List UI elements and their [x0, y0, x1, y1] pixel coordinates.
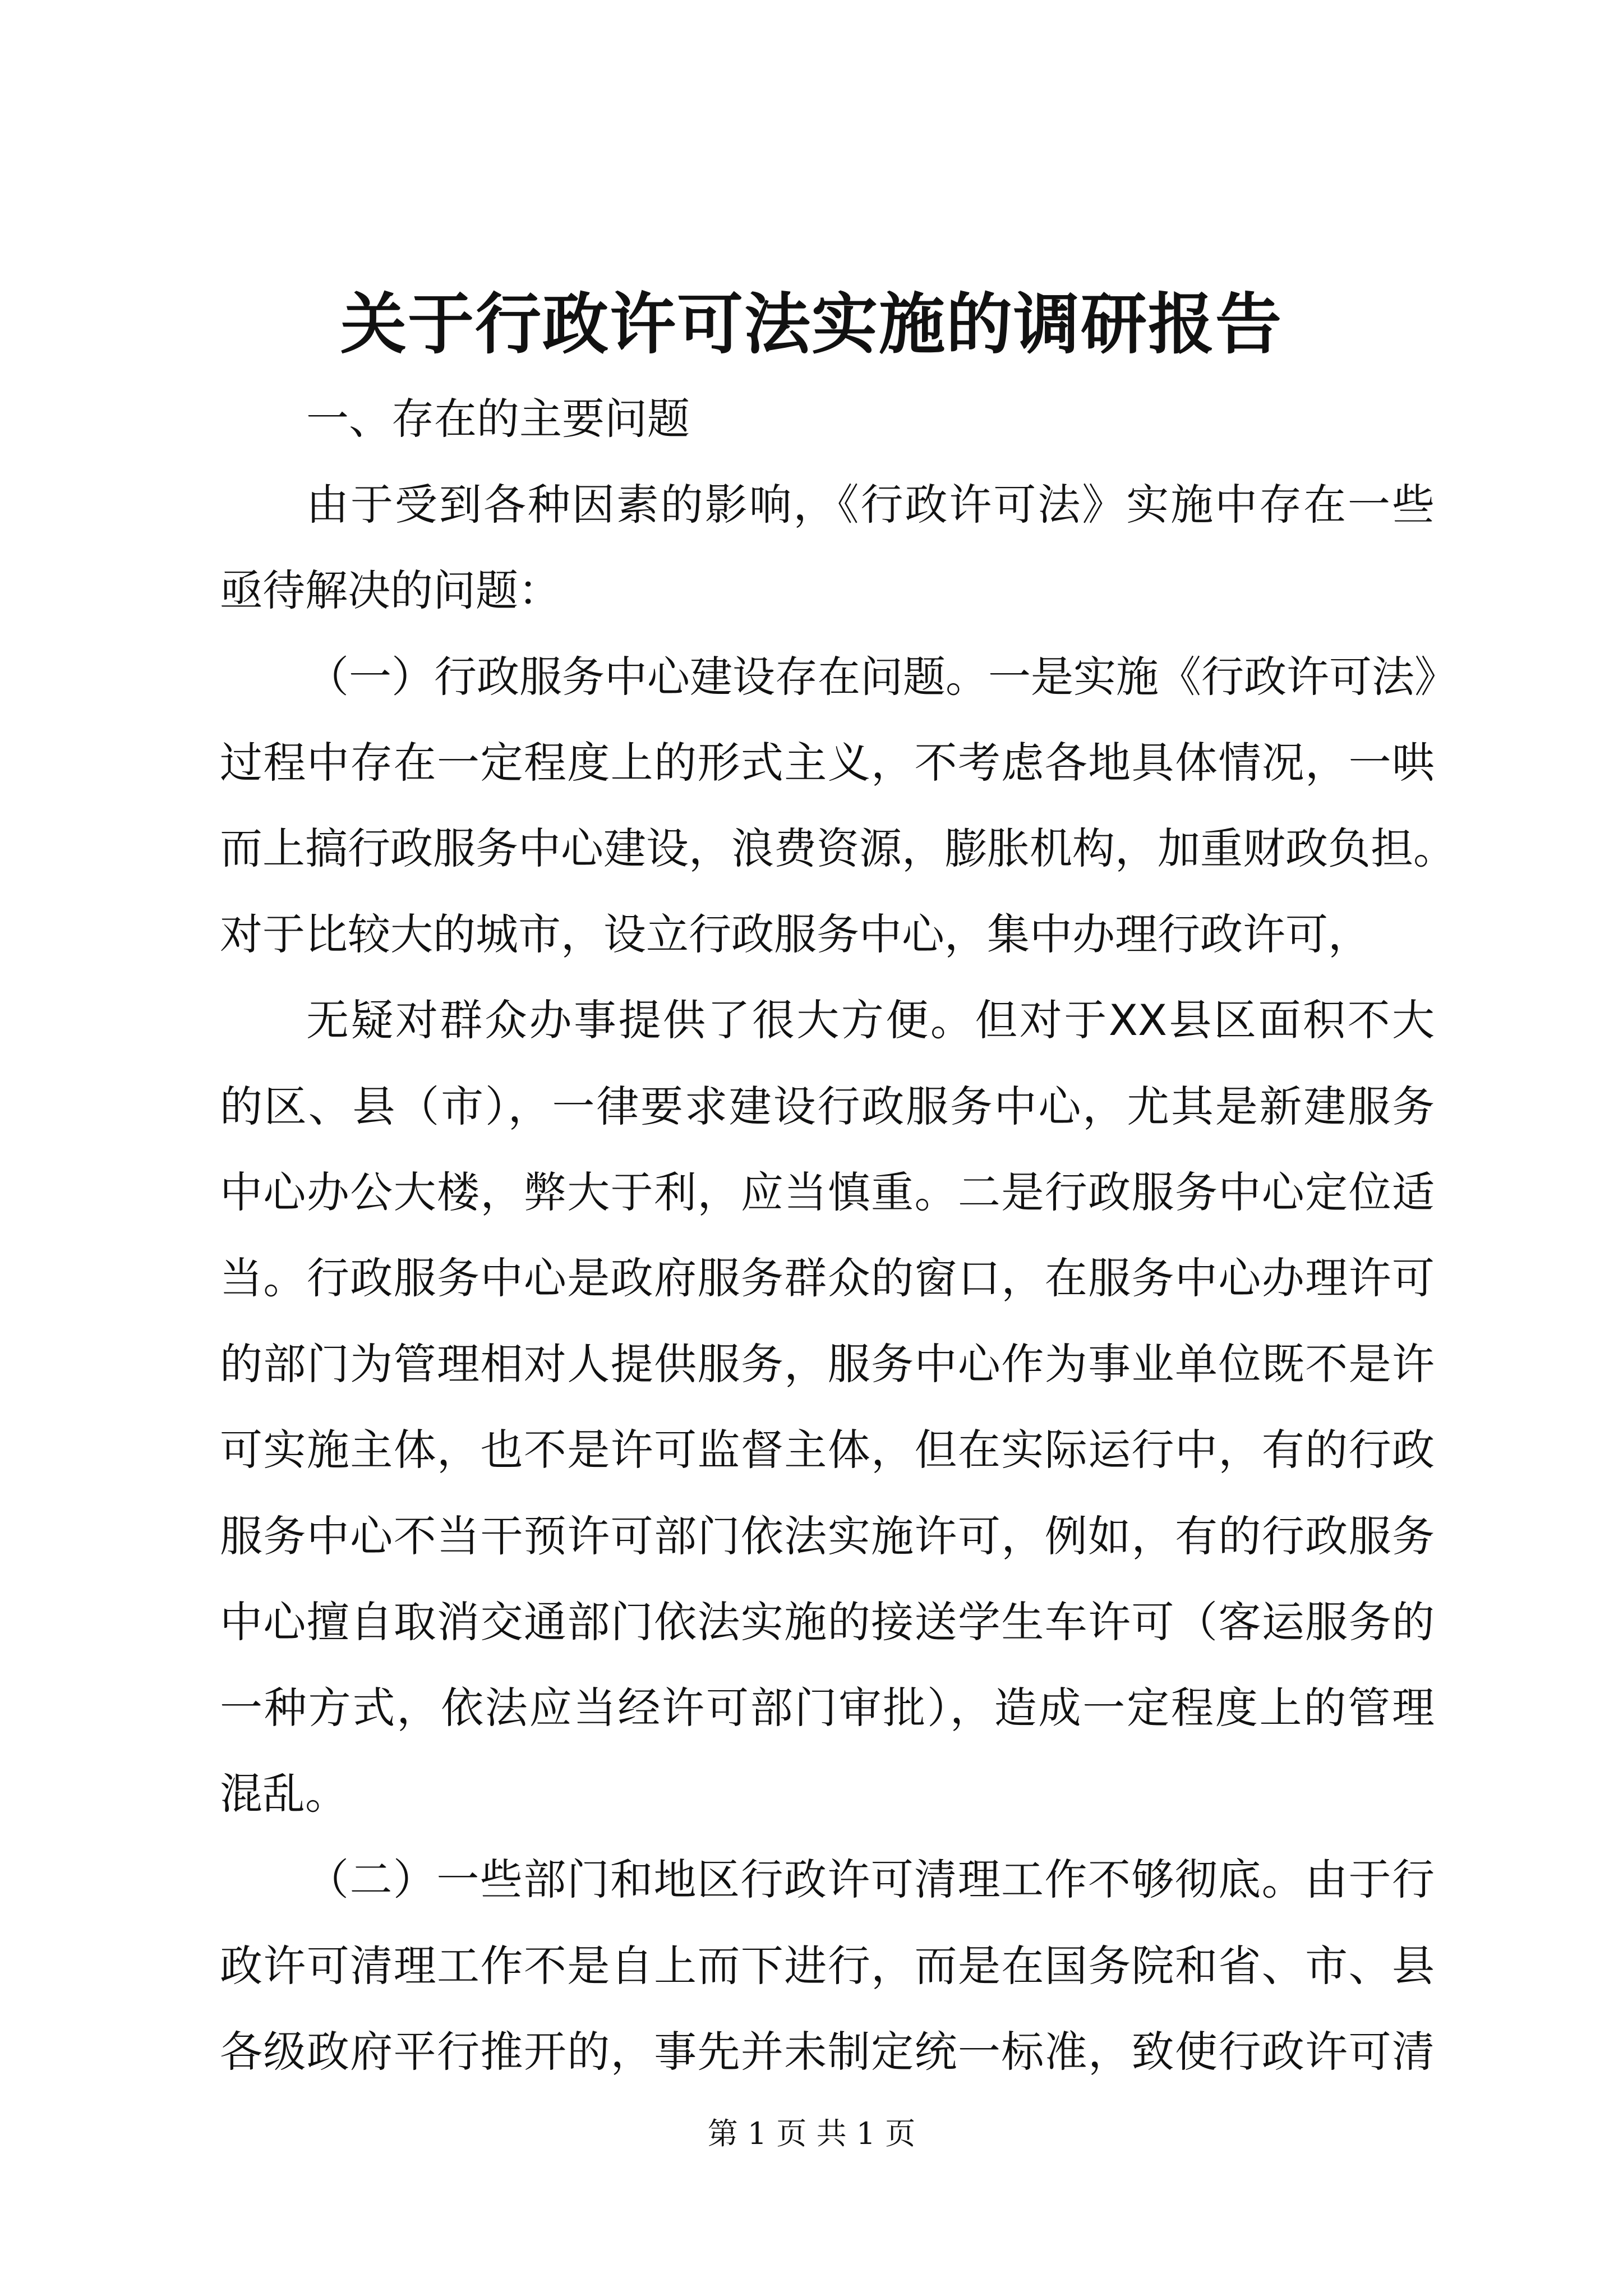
document-title: 关于行政许可法实施的调研报告 — [340, 285, 1283, 363]
body-line: 对于比较大的城市，设立行政服务中心，集中办理行政许可， — [220, 909, 1371, 959]
body-line: 一、存在的主要问题 — [306, 394, 690, 444]
body-line: 政许可清理工作不是自上而下进行，而是在国务院和省、市、县 — [220, 1941, 1435, 1991]
page-footer: 第 1 页 共 1 页 — [707, 2116, 916, 2151]
body-line: 由于受到各种因素的影响，《行政许可法》实施中存在一些 — [306, 480, 1435, 530]
body-line: 的部门为管理相对人提供服务，服务中心作为事业单位既不是许 — [220, 1339, 1435, 1389]
body-line: 中心办公大楼，弊大于利，应当慎重。二是行政服务中心定位适 — [220, 1167, 1435, 1217]
body-line: 的区、县（市），一律要求建设行政服务中心，尤其是新建服务 — [220, 1082, 1435, 1131]
body-line: （一）行政服务中心建设存在问题。一是实施《行政许可法》 — [306, 652, 1457, 702]
body-line: （二）一些部门和地区行政许可清理工作不够彻底。由于行 — [306, 1855, 1435, 1904]
body-line: 过程中存在一定程度上的形式主义，不考虑各地具体情况，一哄 — [220, 738, 1435, 788]
body-line: 亟待解决的问题： — [220, 565, 561, 615]
body-line: 服务中心不当干预许可部门依法实施许可，例如，有的行政服务 — [220, 1511, 1435, 1561]
body-line: 混乱。 — [220, 1769, 348, 1819]
body-line: 一种方式，依法应当经许可部门审批），造成一定程度上的管理 — [220, 1683, 1435, 1733]
body-line: 而上搞行政服务中心建设，浪费资源，膨胀机构，加重财政负担。 — [220, 823, 1456, 873]
body-line: 无疑对群众办事提供了很大方便。但对于XX县区面积不大 — [306, 995, 1435, 1045]
body-line: 可实施主体，也不是许可监督主体，但在实际运行中，有的行政 — [220, 1425, 1435, 1475]
body-line: 当。行政服务中心是政府服务群众的窗口，在服务中心办理许可 — [220, 1253, 1435, 1303]
body-line: 各级政府平行推开的，事先并未制定统一标准，致使行政许可清 — [220, 2027, 1435, 2077]
body-line: 中心擅自取消交通部门依法实施的接送学生车许可（客运服务的 — [220, 1597, 1435, 1647]
